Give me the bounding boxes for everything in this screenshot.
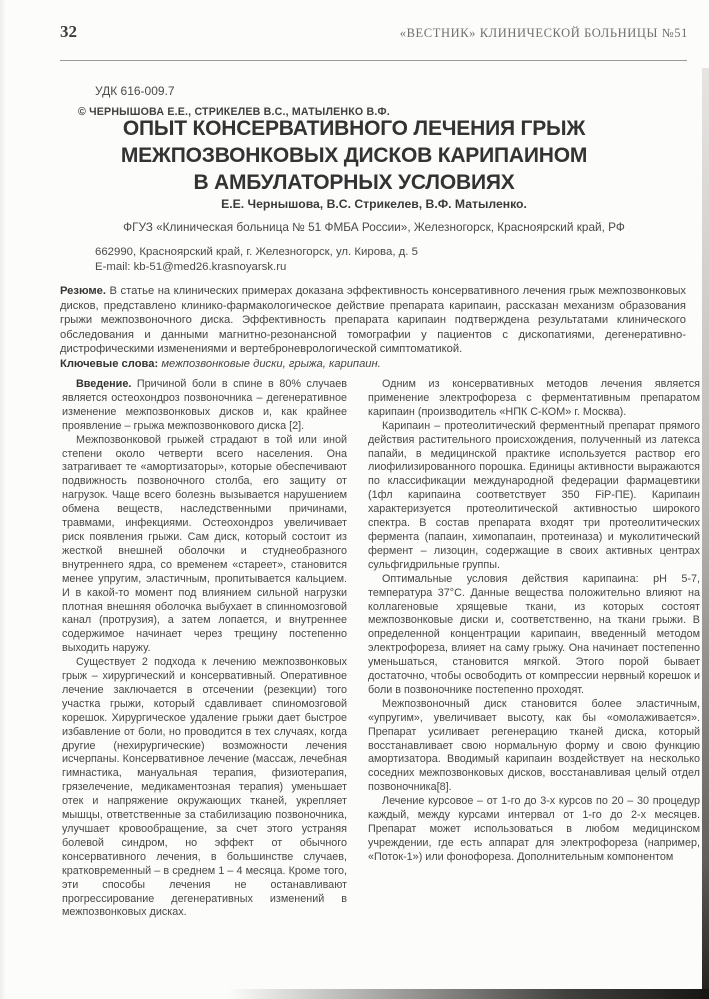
abstract-text: В статье на клинических примерах доказана эффективность консервативного лечения грыж межпозвонковых дисков, представлено клинико-фармакологическое действие препарата карипаин, рассказан механизм образования грыжи межпозвоночного диска. Эффективность препарата карипаин подтверждена результатами клинического обследования и данными магнитно-резонансной томографии у пациентов с дископатиями, дегенеративно-дистрофическими изменениями и вертеброневрологической симптоматикой. (60, 285, 687, 356)
paragraph: Лечение курсовое – от 1-го до 3-х курсов по 20 – 30 процедур каждый, между курсами интервал от 1-го до 2-х месяцев. Препарат может использоваться в любом медицинском учреждении, где есть аппарат для электрофореза (например, «Поток-1») или фонофореза. Дополнительным компонентом (368, 795, 700, 863)
article-title-line: В АМБУЛАТОРНЫХ УСЛОВИЯХ (193, 171, 515, 194)
abstract-block (60, 284, 686, 372)
article-title-line: ОПЫТ КОНСЕРВАТИВНОГО ЛЕЧЕНИЯ ГРЫЖ (122, 117, 586, 140)
paragraph: Одним из консервативных методов лечения является применение электрофореза с ферментативным препаратом карипаин (производитель «НПК С-КОМ» г. Москва). (368, 378, 700, 418)
journal-header: «ВЕСТНИК» КЛИНИЧЕСКОЙ БОЛЬНИЦЫ №51 (399, 26, 688, 40)
scan-edge-right-shadow (702, 68, 709, 999)
scan-edge-bottom-shadow (0, 989, 709, 999)
paragraph: Карипаин – протеолитический ферментный препарат прямого действия растительного происхождения, полученный из латекса папайи, в медицинской практике используется раствор его лиофилизированного порошка. Единицы активности выражаются по классификации международной федерации фармацевтики (1фл карипаина соответствует 350 FiP-ПЕ). Карипаин характеризуется протеолитической активностью широкого спектра. В состав препарата входят три протеолитических фермента (папаин, химопапаин, протеиназа) и муколитический фермент – лизоцин, содержащие в своих активных центрах сульфгидрильные группы. (368, 419, 700, 571)
copyright-line: © ЧЕРНЫШОВА Е.Е., СТРИКЕЛЕВ В.С., МАТЫЛЕНКО В.Ф. (78, 106, 390, 118)
paragraph: Межпозвоночный диск становится более эластичным, «упругим», увеличивает высоту, как бы «омолаживается». Препарат усиливает регенерацию тканей диска, который восстанавливает свою нормальную форму и свою функцию амортизатора. Вводимый карипаин воздействует на несколько соседних межпозвонковых дисков, восстанавливая целый отдел позвоночника[8]. (368, 697, 700, 794)
page-number: 32 (60, 22, 77, 41)
column-right (368, 378, 700, 990)
email-line: E-mail: kb-51@med26.krasnoyarsk.ru (95, 260, 287, 273)
abstract-label: Резюме. (60, 285, 106, 297)
address-line: 662990, Красноярский край, г. Железногорск, ул. Кирова, д. 5 (95, 246, 418, 258)
article-title (94, 115, 614, 196)
affiliation-line: ФГУЗ «Клиническая больница № 51 ФМБА России», Железногорск, Красноярский край, РФ (123, 220, 625, 234)
authors-line: Е.Е. Чернышова, В.С. Стрикелев, В.Ф. Матыленко. (221, 197, 527, 211)
paragraph: Существует 2 подхода к лечению межпозвонковых грыж – хирургический и консервативный. Оперативное лечение заключается в отсечении (резекции) того участка грыжи, который сдавливает спиномозговой корешок. Хирургическое удаление грыжи дает быстрое избавление от боли, но проводится в тех случаях, когда другие (нехирургические) возможности лечения исчерпаны. Консервативное лечение (массаж, лечебная гимнастика, мануальная терапия, физиотерапия, грязелечение, медикаментозная терапия) уменьшает отек и напряжение окружающих тканей, укрепляет мышцы, ответственные за стабилизацию позвоночника, улучшает кровообращение, за счет этого устраняя болевой синдром, но эффект от обычного консервативного лечения, в большинстве случаев, кратковременный – в среднем 1 – 4 месяца. Кроме того, эти способы лечения не останавливают прогрессирование дегенеративных изменений в межпозвонковых дисках. (62, 656, 347, 919)
header-divider (60, 60, 687, 61)
contact-block (95, 245, 418, 274)
udk-line: УДК 616-009.7 (95, 84, 175, 98)
article-title-line: МЕЖПОЗВОНКОВЫХ ДИСКОВ КАРИПАИНОМ (120, 144, 588, 167)
abstract-paragraph (60, 284, 686, 357)
keywords-text: межпозвонковые диски, грыжа, карипаин. (161, 357, 381, 370)
article-body (62, 378, 700, 990)
column-left (62, 378, 347, 990)
running-head (60, 22, 688, 42)
paragraph: Введение. Причиной боли в спине в 80% случаев является остеохондроз позвоночника – дегенеративное изменение межпозвонковых дисков и, как крайнее проявление – грыжа межпозвонкового диска [2]. (62, 378, 347, 432)
paragraph: Межпозвонковой грыжей страдают в той или иной степени около четверти всего населения. Она затрагивает те «амортизаторы», которые обеспечивают подвижность позвоночного столба, его защиту от нагрузок. Чаще всего болезнь вызывается нарушением обмена веществ, наследственными причинами, травмами, инфекциями. Остеохондроз увеличивает риск появления грыжи. Сам диск, который состоит из жесткой внешней оболочки и студнеобразного внутреннего ядра, со временем «стареет», становится менее упругим, эластичным, пропитывается кальцием. И в какой-то момент под влиянием сильной нагрузки плотная внешняя оболочка выбухает в спинномозговой канал (протрузия), а затем лопается, и внутреннее содержимое начинает через трещину постепенно выходить наружу. (62, 433, 347, 655)
scan-edge-left-shadow (0, 0, 6, 999)
keywords-label: Ключевые слова: (60, 357, 159, 370)
section-lead: Введение. (76, 378, 132, 390)
keywords-line (60, 357, 686, 372)
paragraph: Оптимальные условия действия карипаина: pH 5-7, температура 37°С. Данные вещества положительно влияют на коллагеновые хрящевые ткани, из которых состоят межпозвонковые диски и, соответственно, на ткани грыжи. В определенной концентрации карипаин, введенный методом электрофореза, влияет на саму грыжу. Она начинает постепенно уменьшаться, становится мягкой. Этого порой бывает достаточно, чтобы освободить от компрессии нервный корешок и боли в позвоночнике постепенно проходят. (368, 572, 700, 696)
